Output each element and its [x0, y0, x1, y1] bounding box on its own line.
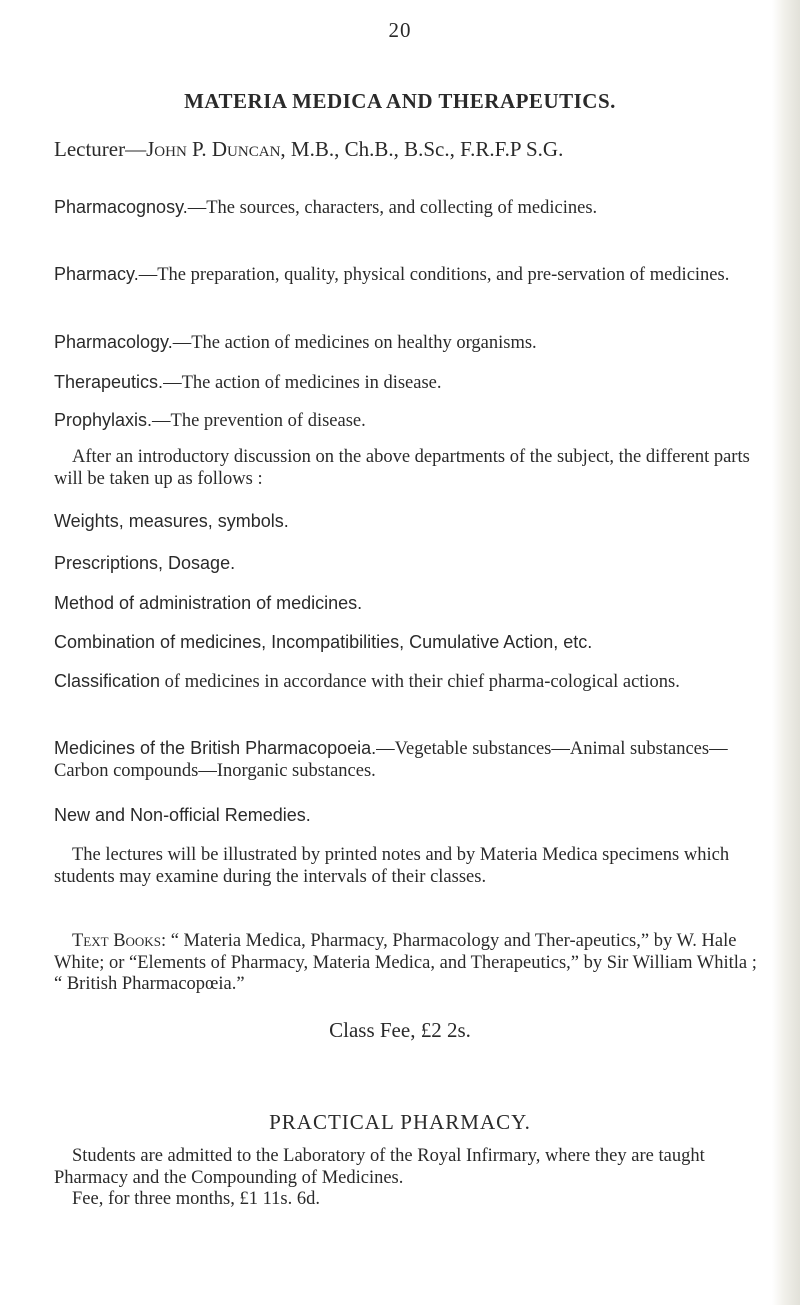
department-definition: —The sources, characters, and collecting of medicines.: [187, 198, 598, 218]
department-term: Prophylaxis.: [54, 410, 153, 430]
department-therapeutics: [54, 371, 766, 394]
department-prophylaxis: [54, 409, 766, 432]
department-term: Pharmacognosy.: [54, 197, 188, 217]
classification-rest: of medicines in accordance with their chief pharma-cological actions.: [160, 672, 680, 692]
lecturer-line: [54, 137, 563, 162]
department-term: Therapeutics.: [54, 372, 164, 392]
pharmacopoeia-rest: —Vegetable substances—Animal substances—Carbon compounds—Inorganic substances.: [54, 739, 728, 781]
part-combination: Combination of medicines, Incompatibilities, Cumulative Action, etc.: [54, 632, 593, 652]
department-pharmacognosy: [54, 196, 766, 219]
part-method: Method of administration of medicines.: [54, 593, 363, 613]
department-term: Pharmacology.: [54, 332, 173, 352]
text-books-paragraph: [54, 931, 766, 996]
pharmacopoeia-lead: Medicines of the British Pharmacopoeia.: [54, 738, 377, 758]
page-number: 20: [388, 18, 412, 42]
lecturer-name: John P. Duncan: [146, 137, 281, 161]
department-definition: —The action of medicines on healthy organisms.: [172, 333, 537, 353]
practical-title: PRACTICAL PHARMACY.: [269, 1110, 531, 1134]
section-title: MATERIA MEDICA AND THERAPEUTICS.: [184, 89, 616, 113]
department-definition: —The preparation, quality, physical conditions, and pre-servation of medicines.: [138, 265, 730, 285]
intro-paragraph: After an introductory discussion on the above departments of the subject, the different parts will be taken up as follows :: [54, 447, 750, 489]
department-definition: —The action of medicines in disease.: [163, 373, 442, 393]
part-new-remedies: New and Non-official Remedies.: [54, 805, 311, 825]
department-term: Pharmacy.: [54, 264, 139, 284]
part-classification: [54, 670, 766, 693]
part-pharmacopoeia: [54, 737, 766, 782]
part-weights: Weights, measures, symbols.: [54, 511, 289, 531]
practical-text: Students are admitted to the Laboratory of the Royal Infirmary, where they are taught Pharmacy and the Compounding of Medicines.: [54, 1146, 705, 1188]
part-prescriptions: Prescriptions, Dosage.: [54, 553, 236, 573]
lecturer-credentials: , M.B., Ch.B., B.Sc., F.R.F.P S.G.: [280, 137, 564, 161]
classification-lead: Classification: [54, 671, 161, 691]
practical-body: [54, 1146, 766, 1211]
class-fee: Class Fee, £2 2s.: [329, 1018, 471, 1042]
lecturer-prefix: Lecturer—: [54, 137, 147, 161]
text-books-body: : “ Materia Medica, Pharmacy, Pharmacology and Ther-apeutics,” by W. Hale White; or “Elements of Pharmacy, Materia Medica, and Therapeutics,” by Sir William Whitla ; “ British Pharmacopœia.”: [54, 931, 757, 994]
department-definition: —The prevention of disease.: [152, 411, 366, 431]
department-pharmacy: [54, 263, 766, 286]
lectures-note: The lectures will be illustrated by printed notes and by Materia Medica specimens which students may examine during the intervals of their classes.: [54, 845, 730, 887]
text-books-label: Text Books: [72, 931, 161, 951]
department-pharmacology: [54, 331, 766, 354]
practical-fee: Fee, for three months, £1 11s. 6d.: [72, 1189, 320, 1209]
